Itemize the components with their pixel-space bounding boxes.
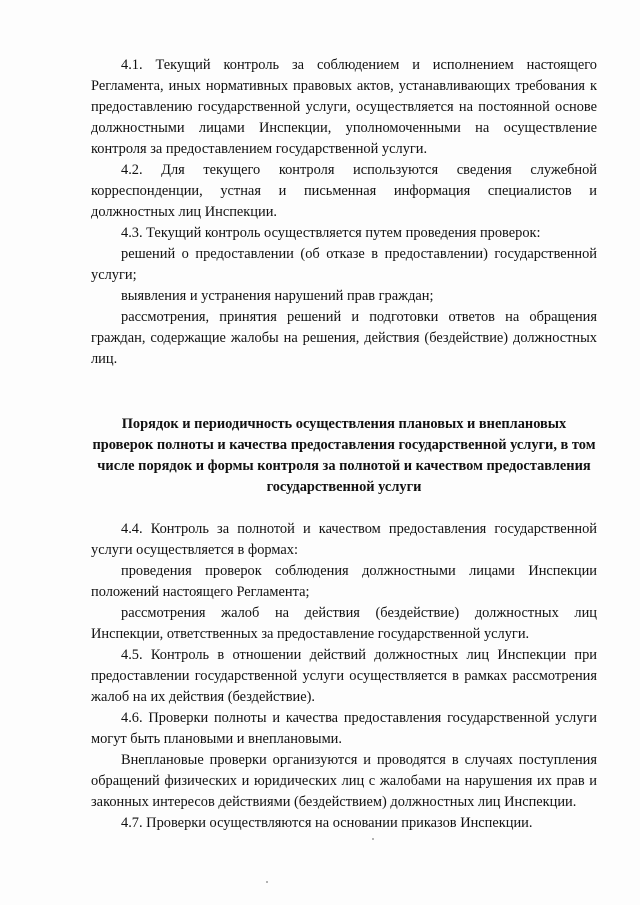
paragraph-4-1: 4.1. Текущий контроль за соблюдением и исполнением настоящего Регламента, иных нормативных правовых актов, устанавливающих требования к предоставлению государственной услуги, осуществляется на постоянной основе должностными лицами Инспекции, уполномоченными на осуществление контроля за предоставлением государственной услуги. bbox=[91, 57, 597, 157]
section-gap bbox=[91, 370, 597, 414]
list-item-inspections: проведения проверок соблюдения должностными лицами Инспекции положений настоящего Регламента; bbox=[91, 563, 597, 600]
heading-gap bbox=[91, 498, 597, 519]
section-heading: Порядок и периодичность осуществления плановых и внеплановых проверок полноты и качества предоставления государственной услуги, в том числе порядок и формы контроля за полнотой и качеством предоставления государственной услуги bbox=[92, 416, 596, 495]
paragraph-4-4: 4.4. Контроль за полнотой и качеством предоставления государственной услуги осуществляется в формах: bbox=[91, 521, 597, 558]
list-item-violations: выявления и устранения нарушений прав граждан; bbox=[121, 288, 434, 304]
paragraph-4-7: 4.7. Проверки осуществляются на основании приказов Инспекции. bbox=[121, 815, 533, 831]
section-current-control bbox=[91, 55, 597, 370]
paragraph-4-6: 4.6. Проверки полноты и качества предоставления государственной услуги могут быть плановыми и внеплановыми. bbox=[91, 710, 597, 747]
paragraph-4-3: 4.3. Текущий контроль осуществляется путем проведения проверок: bbox=[121, 225, 541, 241]
paragraph-4-5: 4.5. Контроль в отношении действий должностных лиц Инспекции при предоставлении государственной услуги осуществляется в рамках рассмотрения жалоб на их действия (бездействие). bbox=[91, 647, 597, 705]
document-body bbox=[91, 55, 597, 834]
scan-speck bbox=[372, 838, 374, 840]
section-quality-control bbox=[91, 519, 597, 834]
paragraph-4-2: 4.2. Для текущего контроля используются сведения служебной корреспонденции, устная и письменная информация специалистов и должностных лиц Инспекции. bbox=[91, 162, 597, 220]
list-item-decisions: решений о предоставлении (об отказе в предоставлении) государственной услуги; bbox=[91, 246, 597, 283]
paragraph-unscheduled-inspections: Внеплановые проверки организуются и проводятся в случаях поступления обращений физических и юридических лиц с жалобами на нарушения их прав и законных интересов действиями (бездействием) должностных лиц Инспекции. bbox=[91, 752, 597, 810]
list-item-complaints: рассмотрения, принятия решений и подготовки ответов на обращения граждан, содержащие жалобы на решения, действия (бездействие) должностных лиц. bbox=[91, 309, 597, 367]
scan-speck bbox=[266, 881, 268, 883]
list-item-complaint-review: рассмотрения жалоб на действия (бездействие) должностных лиц Инспекции, ответственных за предоставление государственной услуги. bbox=[91, 605, 597, 642]
